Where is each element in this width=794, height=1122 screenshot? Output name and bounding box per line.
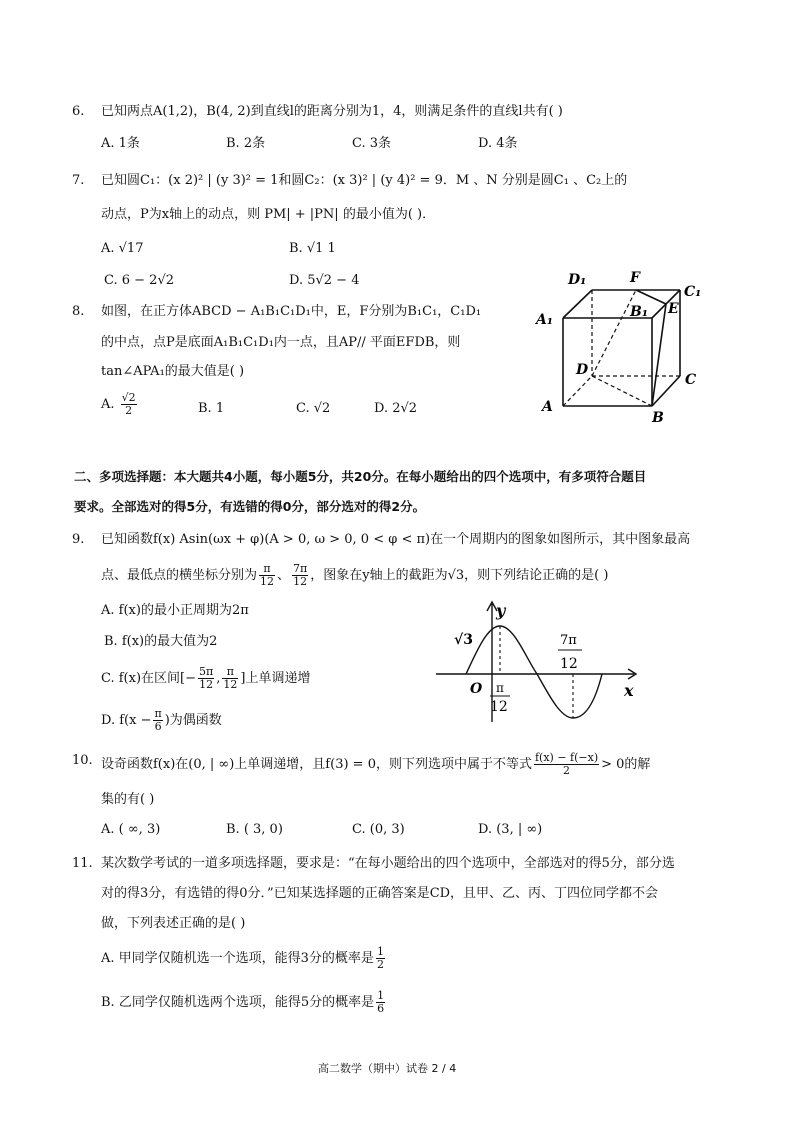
page-footer: 高二数学（期中）试卷 2 / 4 <box>318 1062 457 1075</box>
option-c: C. 6 − 2√2 <box>104 273 175 288</box>
option-text: , <box>216 671 221 686</box>
denominator: 12 <box>223 678 238 691</box>
numerator: 1 <box>376 945 384 958</box>
denominator: 2 <box>563 764 571 777</box>
label-c1: C₁ <box>684 284 702 300</box>
question-stem-line: 如图，在正方体ABCD − A₁B₁C₁D₁中，E，F分别为B₁C₁，C₁D₁ <box>101 304 482 319</box>
numerator: π <box>222 666 238 679</box>
option-a <box>101 392 139 417</box>
label-b1: B₁ <box>630 304 648 320</box>
label-d: D <box>576 362 589 378</box>
fraction <box>121 392 137 417</box>
tick-pi-12-num: π <box>496 681 504 695</box>
label-b: B <box>652 410 664 426</box>
option-c: C. (0, 3) <box>352 822 405 837</box>
question-number: 8. <box>72 304 85 319</box>
fraction <box>222 666 238 691</box>
cube-figure <box>530 268 720 428</box>
question-stem-line: 集的有( ) <box>101 792 155 807</box>
option-c <box>101 666 310 691</box>
numerator: π <box>154 707 162 720</box>
fraction <box>292 563 308 588</box>
option-d: D. 4条 <box>478 136 518 151</box>
option-a <box>101 946 387 971</box>
option-c: C. 3条 <box>352 136 392 151</box>
denominator: 12 <box>293 575 308 588</box>
numerator: √2 <box>121 391 136 404</box>
question-stem-line: 的中点，点P是底面A₁B₁C₁D₁内一点，且AP// 平面EFDB，则 <box>101 335 461 350</box>
option-a: A. 1条 <box>101 136 140 151</box>
question-stem-line: 某次数学考试的一道多项选择题，要求是：“在每小题给出的四个选项中，全部选对的得5分，部分选 <box>101 856 675 871</box>
option-c: C. √2 <box>296 401 331 416</box>
numerator: π <box>259 563 275 576</box>
label-a1: A₁ <box>536 312 553 328</box>
option-d: D. (3, | ∞) <box>478 822 543 837</box>
tick-7pi-12-den: 12 <box>560 656 578 672</box>
denominator: 12 <box>260 575 275 588</box>
y-axis-label: y <box>496 601 506 620</box>
stem-text: > 0的解 <box>601 757 651 772</box>
option-a: A. √17 <box>101 241 144 256</box>
question-number: 9. <box>72 532 85 547</box>
option-text: C. f(x)在区间[− <box>101 671 196 686</box>
sine-graph <box>432 598 647 724</box>
option-b: B. 2条 <box>226 136 266 151</box>
question-stem-line <box>101 752 650 777</box>
y-intercept-label: √3 <box>454 632 473 648</box>
origin-label: O <box>470 681 483 697</box>
section-heading: 要求。全部选对的得5分，有选错的得0分，部分选对的得2分。 <box>74 499 426 514</box>
denominator: 12 <box>199 678 214 691</box>
question-stem: 已知两点A(1,2)，B(4, 2)到直线l的距离分别为1，4，则满足条件的直线l共有( ) <box>101 104 563 119</box>
option-b <box>101 990 387 1015</box>
label-d1: D₁ <box>568 272 587 288</box>
option-text: ]上单调递增 <box>240 671 311 686</box>
denominator: 2 <box>125 404 133 417</box>
question-number: 7. <box>72 173 85 188</box>
denominator: 6 <box>154 720 162 733</box>
label-e: E <box>668 301 679 317</box>
option-b: B. 1 <box>198 401 225 416</box>
option-b: B. f(x)的最大值为2 <box>104 634 218 649</box>
question-stem-line: 做，下列表述正确的是( ) <box>101 916 246 931</box>
fraction <box>153 708 162 733</box>
question-stem-line: 对的得3分，有选错的得0分．”已知某选择题的正确答案是CD，且甲、乙、丙、丁四位同学都不会 <box>101 886 659 901</box>
tick-pi-12-den: 12 <box>490 699 508 715</box>
question-number: 11. <box>72 856 93 871</box>
fraction <box>198 666 214 691</box>
fraction <box>376 990 385 1015</box>
numerator: 1 <box>377 989 385 1002</box>
numerator: 7π <box>293 562 308 575</box>
question-number: 6. <box>72 104 85 119</box>
option-text: )为偶函数 <box>164 713 222 728</box>
question-number: 10. <box>72 753 93 768</box>
option-text: B. 乙同学仅随机选两个选项，能得5分的概率是 <box>101 995 375 1010</box>
option-b: B. ( 3, 0) <box>226 822 283 837</box>
fraction <box>376 946 385 971</box>
option-text: D. f(x − <box>101 713 152 728</box>
stem-text: ，图象在y轴上的截距为√3，则下列结论正确的是( ) <box>310 568 609 583</box>
separator: 、 <box>277 568 291 583</box>
label-a: A <box>542 399 553 415</box>
question-stem-line: 已知圆C₁：(x 2)² | (y 3)² = 1和圆C₂：(x 3)² | (y 4)² = 9．M 、N 分别是圆C₁ 、C₂上的 <box>101 173 628 188</box>
option-d: D. 5√2 − 4 <box>289 273 360 288</box>
option-label: A. <box>101 397 115 412</box>
option-d <box>101 708 222 733</box>
fraction <box>534 752 599 777</box>
denominator: 6 <box>377 1002 385 1015</box>
section-heading: 二、多项选择题：本大题共4小题，每小题5分，共20分。在每小题给出的四个选项中，有多项符合题目 <box>74 469 647 484</box>
denominator: 2 <box>376 958 384 971</box>
question-stem-line: tan∠APA₁的最大值是( ) <box>101 364 245 379</box>
fraction <box>259 563 275 588</box>
option-a: A. ( ∞, 3) <box>101 822 161 837</box>
label-c: C <box>685 372 697 388</box>
option-text: A. 甲同学仅随机选一个选项，能得3分的概率是 <box>101 951 374 966</box>
numerator: 5π <box>199 665 214 678</box>
stem-text: 点、最低点的横坐标分别为 <box>101 568 258 583</box>
question-stem-line: 动点，P为x轴上的动点，则 PM| + |PN| 的最小值为( )． <box>101 207 436 222</box>
label-f: F <box>630 270 640 286</box>
option-d: D. 2√2 <box>374 401 418 416</box>
question-stem-line: 已知函数f(x) Asin(ωx + φ)(A > 0, ω > 0, 0 < φ < π)在一个周期内的图象如图所示，其中图象最高 <box>101 532 691 547</box>
numerator: f(x) − f(−x) <box>534 751 599 764</box>
option-b: B. √1 1 <box>289 241 336 256</box>
x-axis-label: x <box>624 681 634 700</box>
option-a: A. f(x)的最小正周期为2π <box>101 603 249 618</box>
stem-text: 设奇函数f(x)在(0, | ∞)上单调递增，且f(3) = 0，则下列选项中属于不等式 <box>101 757 532 772</box>
question-stem-line <box>101 563 608 588</box>
tick-7pi-12-num: 7π <box>560 633 577 648</box>
